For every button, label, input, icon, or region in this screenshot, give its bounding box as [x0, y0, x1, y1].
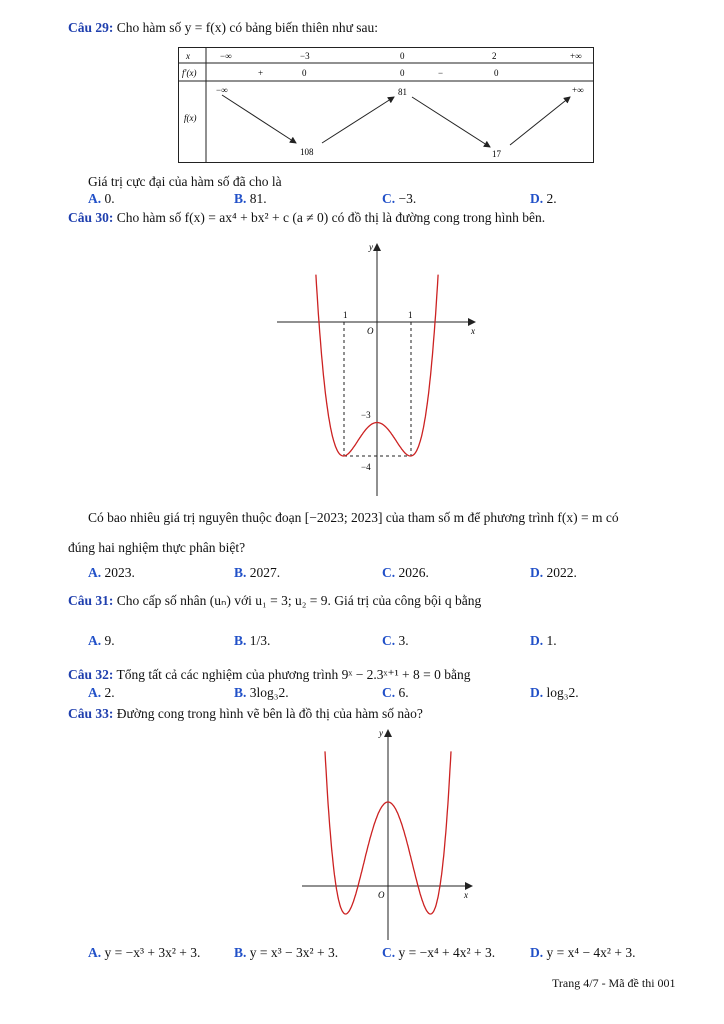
table-f-0: −∞ — [216, 85, 228, 95]
q31-option-b[interactable]: B. 1/3. — [234, 633, 271, 648]
q33-option-c[interactable]: C. y = −x⁴ + 4x² + 3. — [382, 945, 496, 960]
q30-label: Câu 30: — [68, 210, 114, 225]
arrow-up-1 — [322, 97, 394, 143]
table-x-2: 0 — [400, 51, 405, 61]
q32-label: Câu 32: — [68, 667, 114, 682]
q30-option-b[interactable]: B. 2027. — [234, 565, 281, 580]
q33-label: Câu 33: — [68, 706, 114, 721]
table-fp-4: 0 — [494, 68, 499, 78]
table-f-1: 108 — [300, 147, 314, 157]
table-f-4: +∞ — [572, 85, 584, 95]
arrow-up-2 — [510, 97, 570, 145]
q29-option-d[interactable]: D. 2. — [530, 191, 557, 206]
table-f-label: f(x) — [184, 113, 197, 123]
arrow-down-2 — [412, 97, 490, 147]
q31-option-c[interactable]: C. 3. — [382, 633, 409, 648]
q29-variation-table — [178, 47, 594, 163]
q33-origin: O — [378, 890, 385, 900]
q30-stem: Cho hàm số f(x) = ax⁴ + bx² + c (a ≠ 0) có đồ thị là đường cong trong hình bên. — [116, 210, 546, 225]
table-x-0: −∞ — [220, 51, 232, 61]
q33-x-label: x — [464, 890, 468, 900]
q30-question-line2: đúng hai nghiệm thực phân biệt? — [68, 540, 246, 555]
q30-question-line1: Có bao nhiêu giá trị nguyên thuộc đoạn [−2023; 2023] của tham số m để phương trình f(x) = m có — [88, 510, 619, 525]
q29-label: Câu 29: — [68, 20, 114, 35]
q29-option-c[interactable]: C. −3. — [382, 191, 417, 206]
q29-option-b[interactable]: B. 81. — [234, 191, 267, 206]
q30-option-a[interactable]: A. 2023. — [88, 565, 135, 580]
q33-graph — [300, 726, 480, 942]
q30-y-label: y — [369, 242, 373, 252]
table-f-2: 81 — [398, 87, 407, 97]
q31-option-a[interactable]: A. 9. — [88, 633, 115, 648]
table-x-1: −3 — [300, 51, 310, 61]
q32-option-b[interactable]: B. 3log₃2. — [234, 685, 289, 700]
table-f-3: 17 — [492, 149, 501, 159]
q29-option-a[interactable]: A. 0. — [88, 191, 115, 206]
q31-label: Câu 31: — [68, 593, 114, 608]
table-x-3: 2 — [492, 51, 497, 61]
q33-option-d[interactable]: D. y = x⁴ − 4x² + 3. — [530, 945, 636, 960]
q33-option-b[interactable]: B. y = x³ − 3x² + 3. — [234, 945, 339, 960]
q30-tick-right: 1 — [408, 310, 413, 320]
q30-val-bottom: −4 — [361, 462, 371, 472]
table-fp-1: 0 — [302, 68, 307, 78]
q33-header — [68, 706, 423, 722]
q30-x-label: x — [471, 326, 475, 336]
page-footer: Trang 4/7 - Mã đề thi 001 — [552, 976, 676, 990]
table-fp-label: f′(x) — [182, 68, 197, 78]
q31-option-d[interactable]: D. 1. — [530, 633, 557, 648]
table-x-label: x — [186, 51, 190, 61]
q29-stem: Cho hàm số y = f(x) có bảng biến thiên như sau: — [116, 20, 379, 35]
q30-option-c[interactable]: C. 2026. — [382, 565, 429, 580]
arrow-down-1 — [222, 95, 296, 143]
q31-stem: Cho cấp số nhân (uₙ) với u₁ = 3; u₂ = 9. Giá trị của công bội q bằng — [116, 593, 482, 608]
q31-header — [68, 593, 481, 609]
q29-header — [68, 20, 378, 36]
q30-origin: O — [367, 326, 374, 336]
q32-stem: Tổng tất cả các nghiệm của phương trình 9ˣ − 2.3ˣ⁺¹ + 8 = 0 bằng — [116, 667, 471, 682]
q32-option-a[interactable]: A. 2. — [88, 685, 115, 700]
q29-question: Giá trị cực đại của hàm số đã cho là — [88, 174, 282, 189]
q30-header — [68, 210, 545, 226]
q32-option-c[interactable]: C. 6. — [382, 685, 409, 700]
q32-header — [68, 667, 470, 683]
q33-stem: Đường cong trong hình vẽ bên là đồ thị của hàm số nào? — [116, 706, 423, 721]
q30-option-d[interactable]: D. 2022. — [530, 565, 577, 580]
table-fp-2: 0 — [400, 68, 405, 78]
q30-graph — [275, 238, 485, 500]
q32-option-d[interactable]: D. log₃2. — [530, 685, 579, 700]
table-x-4: +∞ — [570, 51, 582, 61]
q33-y-label: y — [379, 728, 383, 738]
q30-val-top: −3 — [361, 410, 371, 420]
q30-tick-left: 1 — [343, 310, 348, 320]
table-fp-3: − — [438, 68, 444, 78]
q33-option-a[interactable]: A. y = −x³ + 3x² + 3. — [88, 945, 201, 960]
table-fp-0: + — [258, 68, 264, 78]
